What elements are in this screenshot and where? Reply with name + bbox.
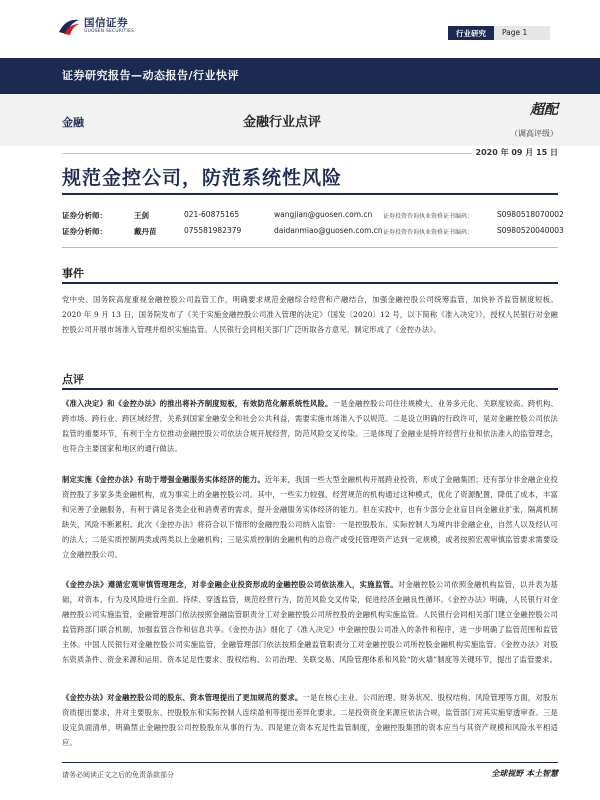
- page-title: 规范金控公司，防范系统性风险: [62, 167, 343, 189]
- analyst-name: 戴丹苗: [134, 227, 157, 236]
- banner-text: 证券研究报告—动态报告/行业快评: [62, 69, 240, 82]
- analyst-cert: S0980520040003: [497, 226, 564, 235]
- analyst-email[interactable]: daidanmiao@guosen.com.cn: [274, 226, 383, 235]
- paragraph-lead: 《金控办法》对金融控股公司的股东、资本管理提出了更加规范的要求。: [62, 693, 303, 702]
- report-date: 2020 年 09 月 15 日: [475, 148, 558, 157]
- analyst-email[interactable]: wangjian@guosen.com.cn: [274, 210, 373, 219]
- divider: [62, 153, 472, 154]
- footer-slogan: 全球视野 本土智慧: [491, 768, 558, 778]
- comment-heading: 点评: [62, 373, 84, 386]
- analyst-divider: [62, 247, 558, 248]
- disclaimer-note: 请务必阅读正文之后的免责条款部分: [62, 771, 174, 779]
- logo-name-cn: 国信证券: [84, 17, 128, 29]
- paragraph-lead: 制定实施《金控办法》有助于增强金融服务实体经济的能力。: [62, 475, 265, 484]
- event-heading: 事件: [62, 267, 84, 280]
- report-title: 金融行业点评: [243, 115, 322, 130]
- page-label: Page 1: [494, 26, 550, 40]
- event-paragraph: 党中央、国务院高度重视金融控股公司监管工作，明确要求规范金融综合经营和产融结合，加强金融控股公司统筹监管，加快补齐监管制度短板。2020 年 9 月 13 日，国务院发布了《关于实施金融控股公司准入管理的决定》（国发〔2020〕12 号，以下简称《准入决定》），授权人民银行对金融控股公司开展市场准入管理并组织实施监管。人民银行会同相关部门广泛听取各方意见，制定形成了《金控办法》。: [62, 295, 558, 334]
- paragraph-lead: 《金控办法》遵循宏观审慎管理理念，对非金融企业投资形成的金融控股公司依法准入，实施监管。: [62, 580, 398, 589]
- title-divider: [62, 193, 558, 195]
- footer-divider: [62, 762, 558, 763]
- paragraph-lead: 《准入决定》和《金控办法》的推出将补齐制度短板，有效防范化解系统性风险。: [62, 399, 333, 408]
- logo-name-en: GUOSEN SECURITIES: [84, 29, 135, 34]
- rating-note: （调高评级）: [510, 129, 558, 138]
- comment-paragraph-3: [62, 577, 558, 667]
- comment-heading-bar: [62, 388, 558, 390]
- analyst-name: 王剑: [134, 211, 149, 220]
- rating-value: 超配: [530, 102, 558, 118]
- paragraph-body: 近年来，我国一些大型金融机构开展跨业投资，形成了金融集团；还有部分非金融企业投资控股了多家多类金融机构，成为事实上的金融控股公司。其中，一些实力较强、经营规范的机构通过这种模式，优化了资源配置，降低了成本，丰富和完善了金融服务，有利于满足各类企业和消费者的需求，提升金融服务实体经济的能力。但在实践中，也有少部分企业盲目向金融业扩张，隔离机制缺失，风险不断累积。此次《金控办法》将符合以下情形的金融控股公司纳入监管：一是控股股东、实际控制人为境内非金融企业，自然人以及经认可的法人；二是实质控制两类或两类以上金融机构；三是实质控制的金融机构的总资产或受托管理资产达到一定规模，或者按照宏观审慎监管要求需要设立金融控股公司。: [62, 475, 558, 559]
- analyst-role: 证券分析师：: [62, 211, 107, 220]
- header-tags: [448, 26, 550, 40]
- logo-mark-icon: [58, 16, 80, 36]
- event-heading-bar: [62, 282, 558, 284]
- comment-paragraph-1: [62, 396, 558, 456]
- paragraph-body: 一是金融控股公司往往规模大、业务多元化、关联度较高、跨机构、跨市场、跨行业、跨区域经营，关系到国家金融安全和社会公共利益，需要实施市场准入予以规范。二是设立明确的行政许可，是对金融控股公司依法监管的重要环节，有利于全方位推动金融控股公司依法合规开展经营，防范风险交叉传染。三是体现了金融业是特许经营行业和依法准入的监管理念，也符合主要国家和地区的通行做法。: [62, 399, 559, 453]
- category-tag: 行业研究: [448, 26, 494, 40]
- paragraph-body: 对金融控股公司依照金融机构监管，以并表为基础，对资本、行为及风险进行全面、持续、穿透监管，规范经营行为，防范风险交叉传染，促进经济金融良性循环。《金控办法》明确，人民银行对金融控股公司实施监管，金融管理部门依法按照金融监管职责分工对金融控股公司所控股的金融机构实施监管。人民银行会同相关部门建立金融控股公司监管跨部门联合机制，加强监管合作和信息共享。《金控办法》细化了《准入决定》中金融控股公司准入的条件和程序，进一步明确了监管范围和监管主体。中国人民银行对金融控股公司实施监管，金融管理部门依法按照金融监管职责分工对金融控股公司所控股金融机构实施监管。《金控办法》对股东资质条件、资金来源和运用、资本足足性要求、股权结构、公司治理、关联交易、风险管理体系和风险“防火墙”制度等关键环节，提出了监管要求。: [62, 580, 558, 664]
- analyst-cert: S0980518070002: [497, 210, 564, 219]
- analyst-role: 证券分析师：: [62, 227, 107, 236]
- analyst-phone: 075581982379: [184, 226, 242, 235]
- company-logo: [58, 14, 158, 40]
- comment-paragraph-2: [62, 472, 558, 562]
- sector-label: 金融: [62, 116, 84, 129]
- analyst-cert-label: 证券投资咨询执业资格证书编码：: [383, 229, 474, 236]
- analyst-phone: 021-60875165: [184, 210, 240, 219]
- comment-paragraph-4: [62, 690, 558, 750]
- analyst-cert-label: 证券投资咨询执业资格证书编码：: [383, 213, 474, 220]
- paragraph-body: 一是在核心主业、公司治理、财务状况、股权结构、风险管理等方面，对股东资质提出要求，并对主要股东、控股股东和实际控制人连续盈利等提出差异化要求。二是投资资金来源应依法合规，监管部门对其实施穿透审查。三是设定负面清单，明确禁止金融控股公司控股股东从事的行为。四是建立资本充足性监管制度，金融控股集团的资本应当与其资产规模和风险水平相适应。: [62, 693, 558, 747]
